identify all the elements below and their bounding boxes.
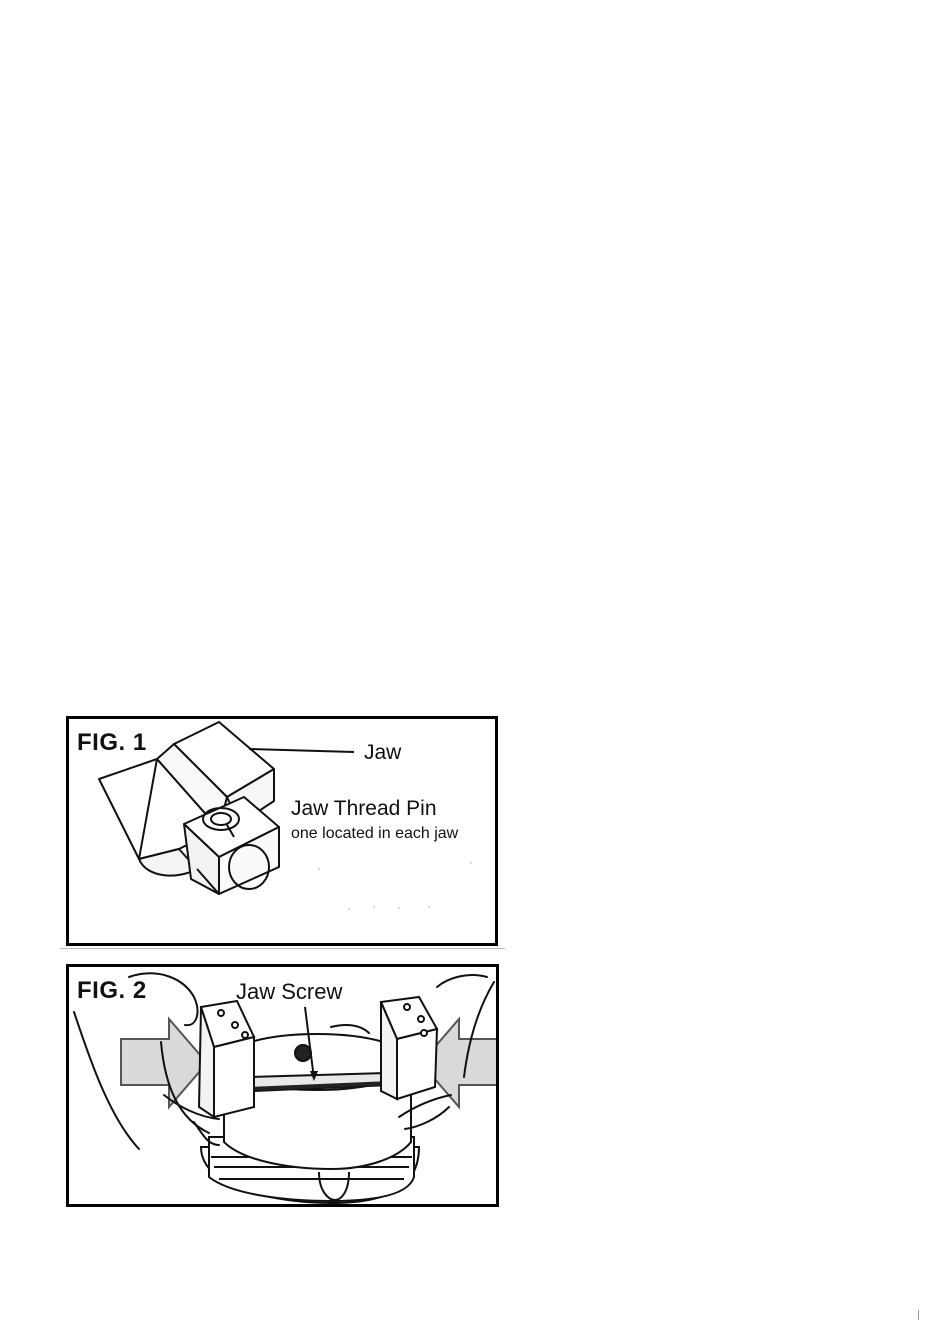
jaw-screw-label: Jaw Screw bbox=[236, 979, 343, 1004]
jaw-thread-pin-label: Jaw Thread Pin bbox=[291, 797, 437, 820]
figure-2-title: FIG. 2 bbox=[77, 977, 147, 1004]
figure-2 bbox=[66, 964, 499, 1207]
figure-1-title: FIG. 1 bbox=[77, 729, 147, 756]
jaw-thread-pin-note: one located in each jaw bbox=[291, 825, 459, 842]
figure-1 bbox=[66, 716, 498, 946]
jaw-label: Jaw bbox=[364, 741, 402, 764]
scan-mark bbox=[918, 1310, 919, 1320]
figure-separator bbox=[60, 948, 505, 949]
